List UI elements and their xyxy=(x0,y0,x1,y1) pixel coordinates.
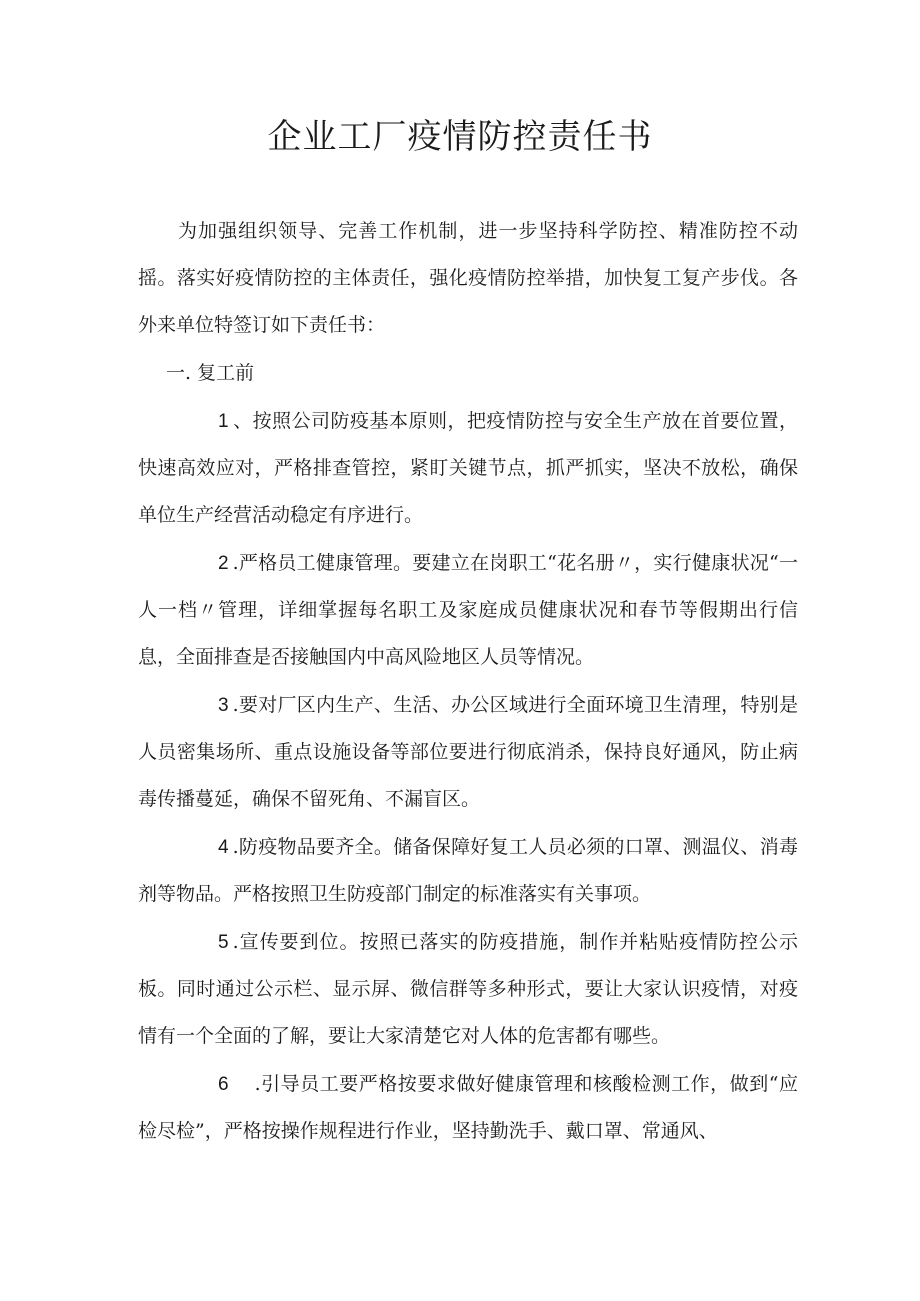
item-text: .宣传要到位。按照已落实的防疫措施，制作并粘贴疫情防控公示板。同时通过公示栏、显示屏、微信群等多种形式，要让大家认识疫情，对疫情有一个全面的了解，要让大家清楚它对人体的危害都有哪些。 xyxy=(138,931,798,1047)
intro-paragraph: 为加强组织领导、完善工作机制，进一步坚持科学防控、精准防控不动摇。落实好疫情防控的主体责任，强化疫情防控举措，加快复工复产步伐。各外来单位特签订如下责任书： xyxy=(138,220,798,336)
section-heading: 一. 复工前 xyxy=(166,362,255,384)
item-number: 6 xyxy=(218,1074,229,1095)
item-text: 、按照公司防疫基本原则，把疫情防控与安全生产放在首要位置，快速高效应对，严格排查管控，紧盯关键节点，抓严抓实，坚决不放松，确保单位生产经营活动稳定有序进行。 xyxy=(138,410,798,526)
item-number: 4 xyxy=(218,837,229,858)
list-item xyxy=(138,1061,798,1155)
item-text: .引导员工要严格按要求做好健康管理和核酸检测工作，做到“应检尽检”，严格按操作规程进行作业，坚持勤洗手、戴口罩、常通风、 xyxy=(138,1073,798,1142)
item-text: .要对厂区内生产、生活、办公区域进行全面环境卫生清理，特别是人员密集场所、重点设施设备等部位要进行彻底消杀，保持良好通风，防止病毒传播蔓延，确保不留死角、不漏盲区。 xyxy=(138,694,798,810)
list-item xyxy=(138,919,798,1060)
item-number: 2 xyxy=(218,553,229,574)
list-item xyxy=(138,824,798,918)
list-item xyxy=(138,398,798,539)
item-text: .严格员工健康管理。要建立在岗职工“花名册〃，实行健康状况“一人一档〃管理，详细掌握每名职工及家庭成员健康状况和春节等假期出行信息，全面排查是否接触国内中高风险地区人员等情况。 xyxy=(138,552,798,668)
list-item xyxy=(138,682,798,823)
item-number: 1 xyxy=(218,411,229,432)
item-number: 5 xyxy=(218,932,229,953)
document-title: 企业工厂疫情防控责任书 xyxy=(267,117,653,157)
item-number: 3 xyxy=(218,695,229,716)
item-text: .防疫物品要齐全。储备保障好复工人员必须的口罩、测温仪、消毒剂等物品。严格按照卫生防疫部门制定的标准落实有关事项。 xyxy=(138,836,798,905)
list-item xyxy=(138,540,798,681)
document-body xyxy=(138,208,798,1156)
